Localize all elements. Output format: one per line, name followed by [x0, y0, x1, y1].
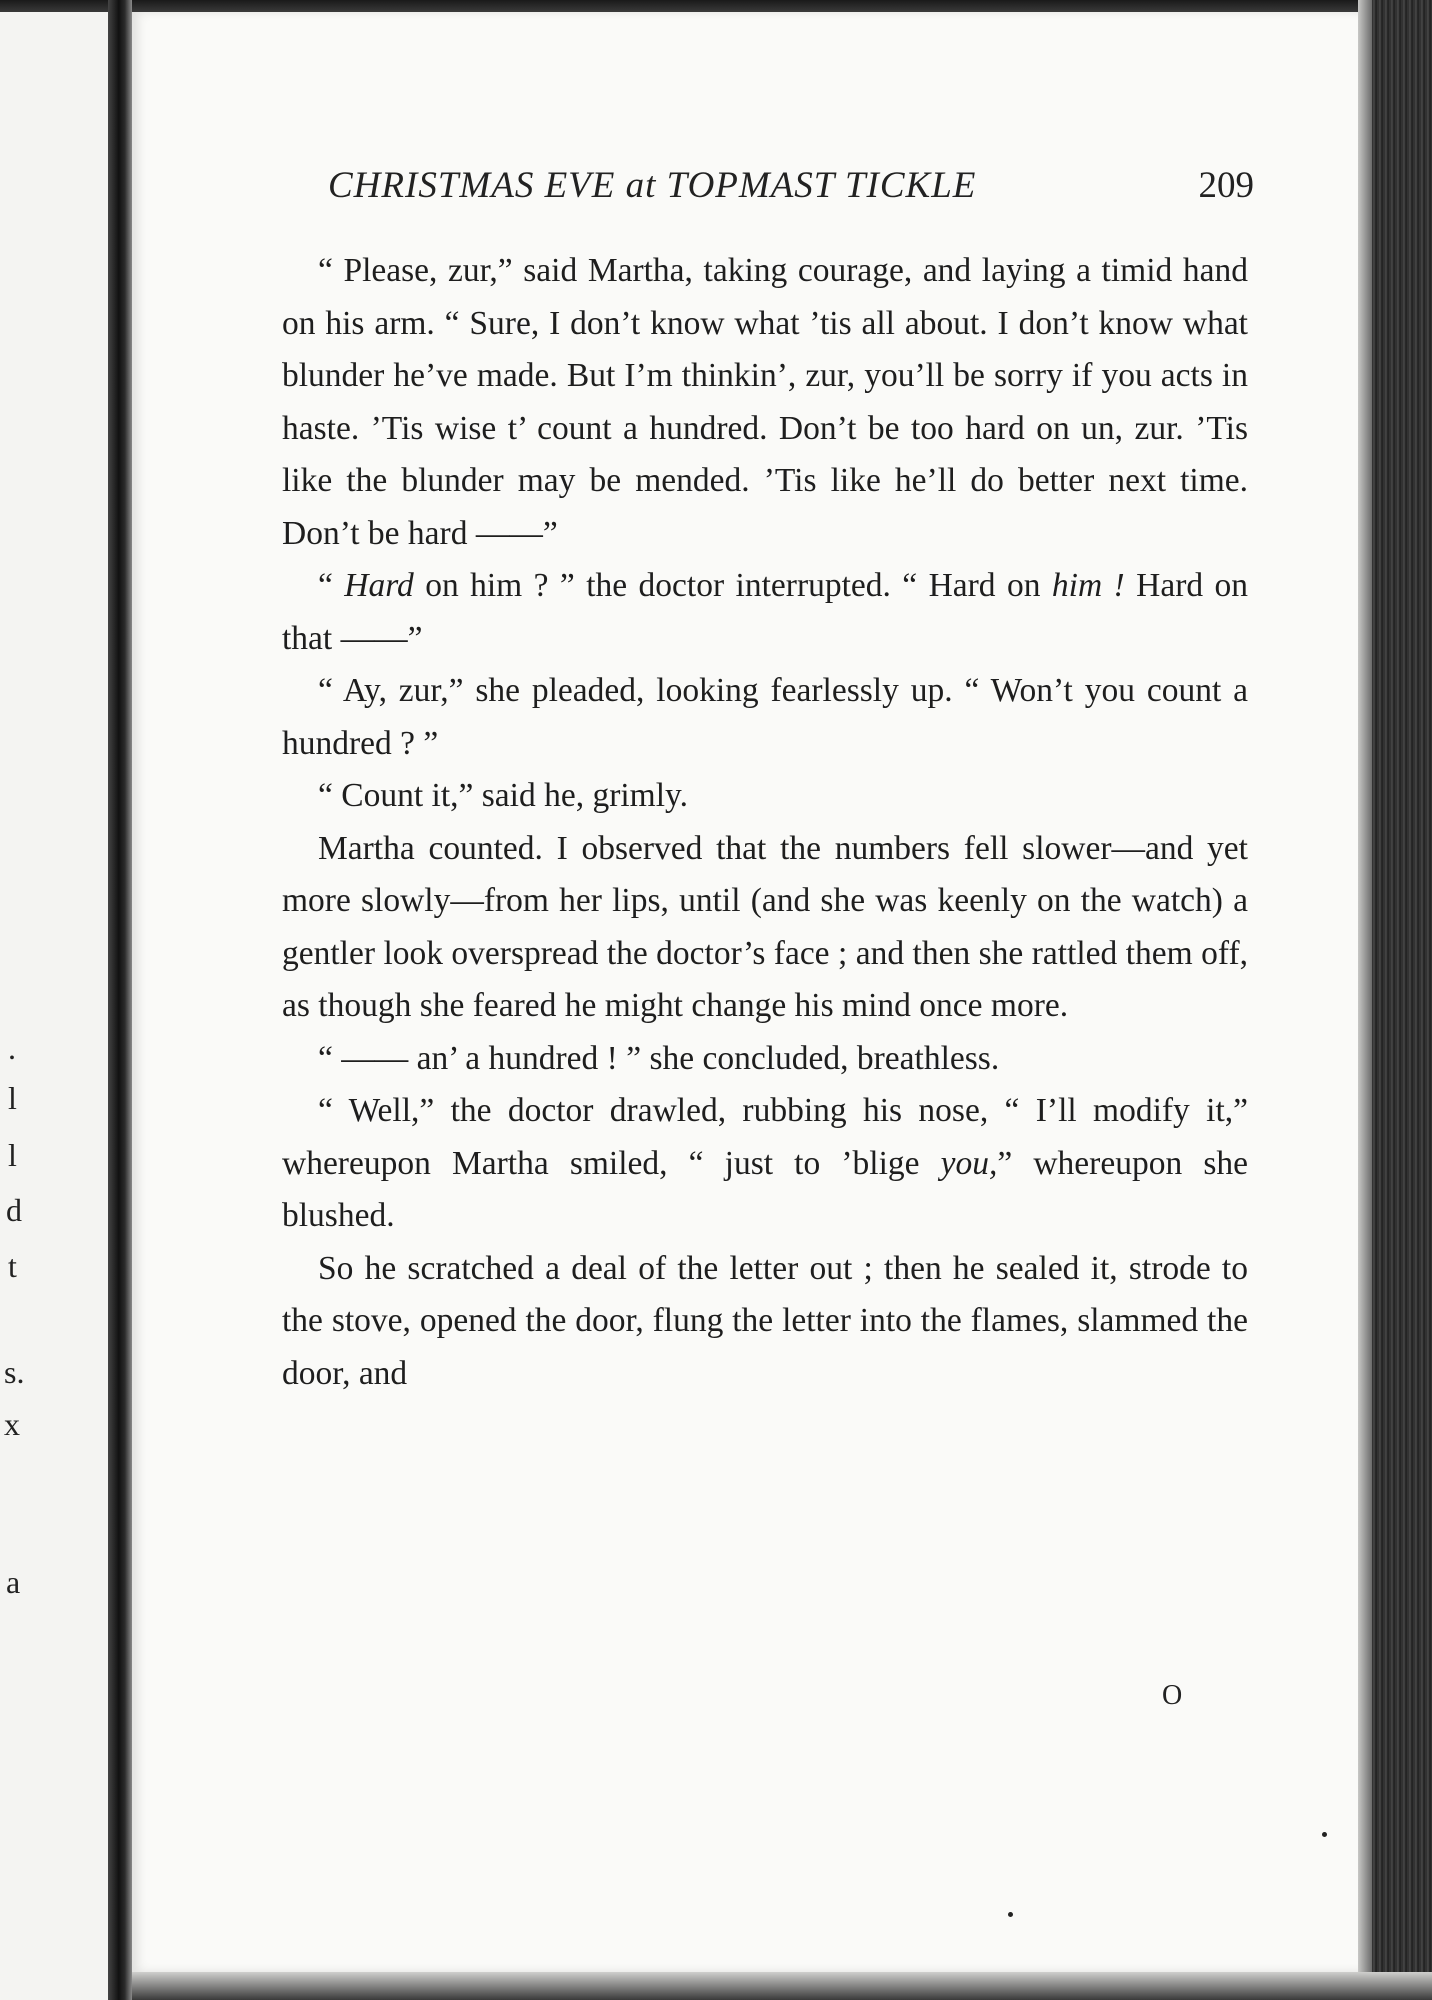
page-number: 209 [1198, 165, 1254, 206]
book-gutter [108, 0, 132, 2000]
paragraph [282, 823, 1248, 1033]
paragraph [282, 245, 1248, 560]
text-segment: on him ? ” the doctor interrupted. “ Hard on [413, 567, 1052, 604]
running-head [328, 164, 1254, 220]
text-segment: “ Count it,” said he, grimly. [318, 777, 688, 814]
left-page-fragment: a [6, 1564, 21, 1600]
signature-mark: O [1162, 1680, 1183, 1711]
page-fore-edge-shadow [1358, 0, 1372, 2000]
body-text [282, 245, 1248, 1400]
paragraph [282, 665, 1248, 770]
paragraph [282, 1085, 1248, 1243]
left-facing-page [0, 12, 108, 2000]
text-segment: “ [318, 567, 345, 604]
right-page [132, 12, 1372, 1972]
text-segment: “ Well,” the doctor drawled, rubbing his nose, “ I’ll modify it,” whereupon Martha smiled, “ just to ’blige [282, 1092, 1248, 1182]
text-segment: So he scratched a deal of the letter out ; then he sealed it, strode to the stove, opened the door, flung the letter into the flames, slammed the door, and [282, 1249, 1248, 1392]
running-title: CHRISTMAS EVE at TOPMAST TICKLE [328, 165, 977, 206]
text-segment: “ —— an’ a hundred ! ” she concluded, breathless. [318, 1039, 1000, 1077]
paragraph [282, 770, 1248, 823]
left-page-fragment: l [8, 1080, 17, 1116]
left-page-fragment: d [6, 1192, 22, 1228]
paragraph [282, 1243, 1248, 1401]
text-segment: Hard on that ——” [282, 567, 1249, 657]
italic-text: Hard [344, 567, 414, 604]
book-fore-edge [1372, 0, 1432, 2000]
paper-speck [1322, 1832, 1327, 1837]
left-page-fragment: t [8, 1248, 17, 1284]
left-page-fragment: x [4, 1406, 20, 1442]
text-segment: “ Please, zur,” said Martha, taking courage, and laying a timid hand on his arm. “ Sure, I don’t know what ’tis all about. I don’t know what blunder he’ve made. But I’m thinkin’, zur, you’ll be sorry if you acts in haste. ’Tis wise t’ count a hundred. Don’t be too hard on un, zur. ’Tis like the blunder may be mended. ’Tis like he’ll do better next time. Don’t be hard ——” [282, 252, 1248, 552]
left-page-fragment: s. [4, 1354, 25, 1390]
scan-top-edge [0, 0, 1432, 12]
left-page-fragment: l [8, 1137, 17, 1173]
italic-text: you, [940, 1144, 998, 1182]
paragraph [282, 1033, 1248, 1086]
left-page-fragment: . [8, 1030, 16, 1066]
scan-bottom-edge [132, 1972, 1432, 2000]
italic-text: him ! [1051, 567, 1125, 604]
text-segment: “ Ay, zur,” she pleaded, looking fearlessly up. “ Won’t you count a hundred ? ” [282, 672, 1248, 762]
text-segment: ” whereupon she blushed. [282, 1144, 1248, 1234]
paragraph [282, 560, 1248, 665]
text-segment: Martha counted. I observed that the numbers fell slower—and yet more slowly—from her lips, until (and she was keenly on the watch) a gentler look overspread the doctor’s face ; and then she rattled them off, as though she feared he might change his mind once more. [282, 829, 1248, 1024]
paper-speck [1008, 1912, 1013, 1917]
